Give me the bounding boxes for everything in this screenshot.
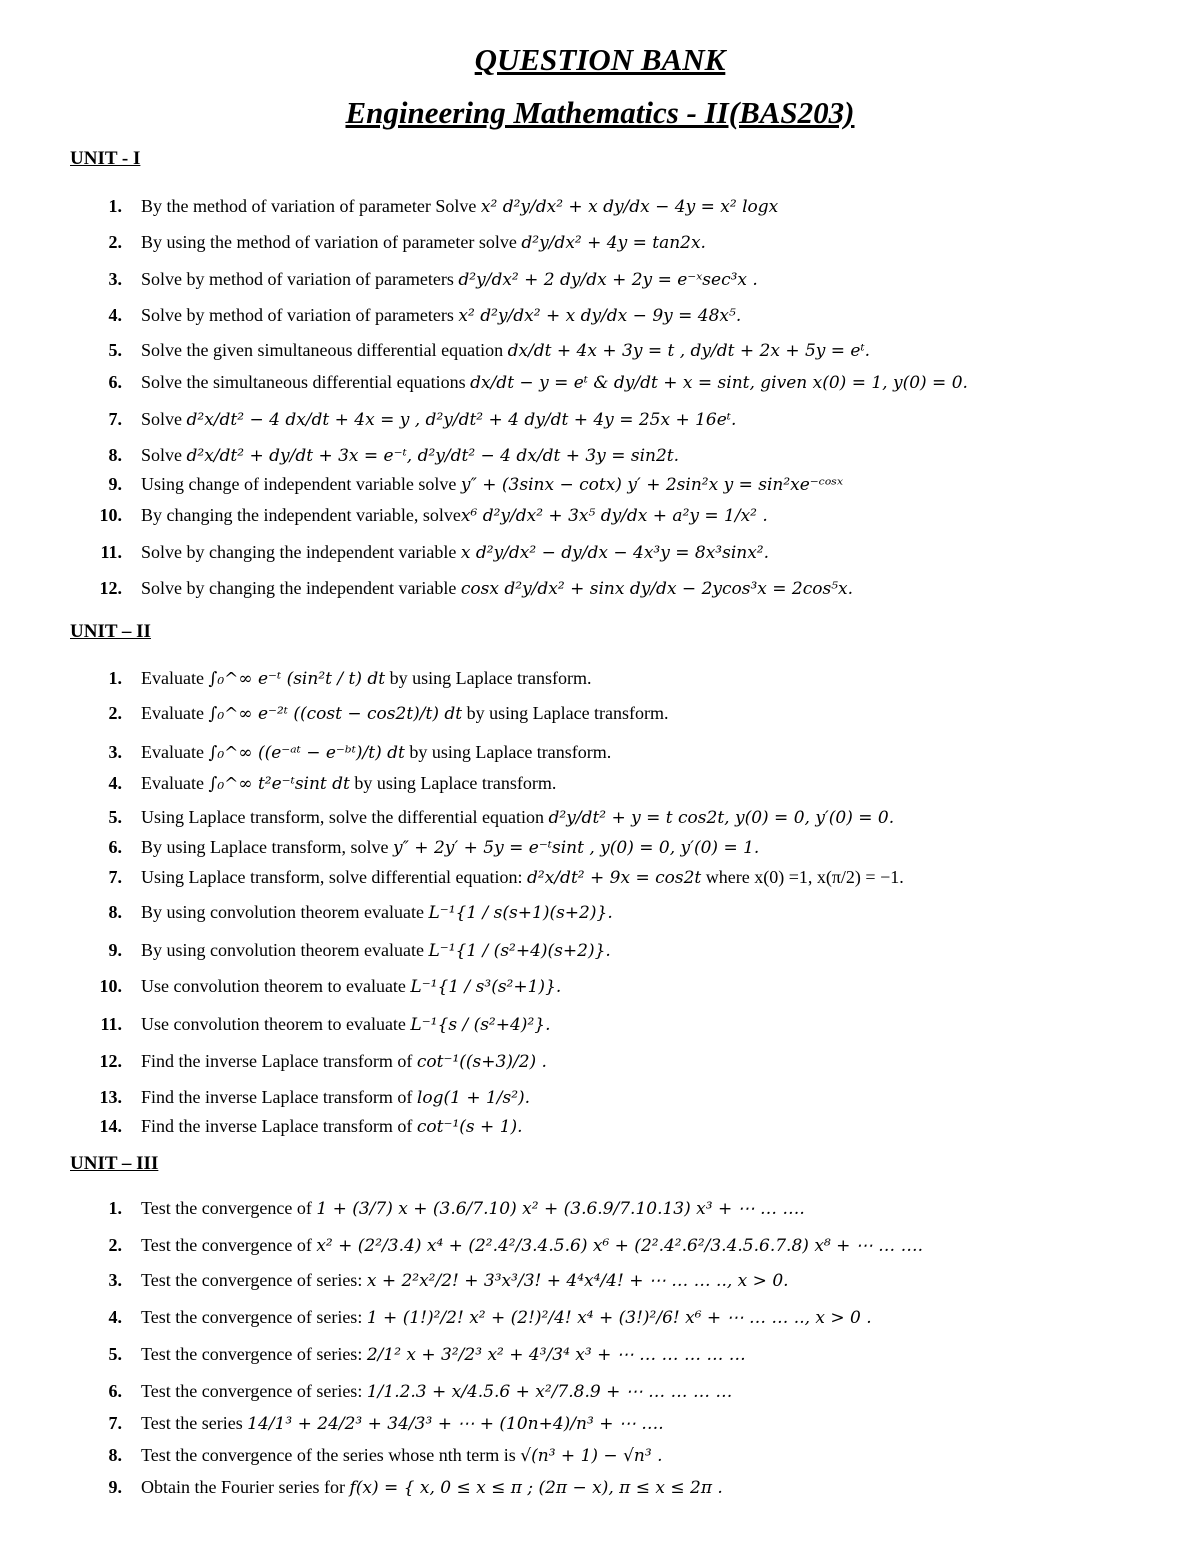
question-text: By using Laplace transform, solve (141, 837, 393, 857)
unit-2-question (0, 968, 1200, 1002)
unit-3-question (0, 1262, 1200, 1296)
question-math: L⁻¹{1 / (s²+4)(s+2)}. (428, 941, 611, 961)
unit-3-question (0, 1227, 1200, 1261)
unit-1-question (0, 497, 1200, 531)
question-math: d²y/dx² + 4y = tan2x. (521, 233, 706, 253)
unit-2-question (0, 932, 1200, 966)
question-math: x² d²y/dx² + x dy/dx − 4y = x² logx (480, 197, 779, 217)
question-math: ∫₀^∞ ((e⁻ᵃᵗ − e⁻ᵇᵗ)/t) dt (208, 743, 405, 763)
question-number: 4. (108, 1307, 122, 1327)
unit-1-question (0, 261, 1200, 295)
question-number: 8. (108, 1445, 122, 1465)
question-tail: by using Laplace transform. (385, 668, 592, 688)
question-math: y″ + (3sinx − cotx) y′ + 2sin²x y = sin²xe⁻ᶜᵒˢˣ (460, 475, 844, 495)
question-number: 2. (108, 1235, 122, 1255)
question-math: x² + (2²/3.4) x⁴ + (2².4²/3.4.5.6) x⁶ + (2².4².6²/3.4.5.6.7.8) x⁸ + ⋯ … …. (316, 1236, 923, 1256)
question-tail: by using Laplace transform. (462, 703, 669, 723)
unit-3-question (0, 1336, 1200, 1370)
question-text: By changing the independent variable, solve (141, 505, 461, 525)
question-math: d²y/dx² + 2 dy/dx + 2y = e⁻ˣsec³x . (458, 270, 758, 290)
unit-1-question (0, 332, 1200, 366)
unit-1-question (0, 401, 1200, 435)
question-number: 1. (108, 668, 122, 688)
unit-1-question (0, 570, 1200, 604)
question-text: By using convolution theorem evaluate (141, 902, 429, 922)
question-text: By the method of variation of parameter Solve (141, 196, 481, 216)
unit-2-question (0, 799, 1200, 833)
question-math: x² d²y/dx² + x dy/dx − 9y = 48x⁵. (458, 306, 742, 326)
question-text: Solve by changing the independent variable (141, 578, 461, 598)
question-text: Find the inverse Laplace transform of (141, 1116, 417, 1136)
question-number: 1. (108, 1198, 122, 1218)
unit-2-question (0, 1108, 1200, 1142)
question-number: 7. (108, 1413, 122, 1433)
question-number: 9. (108, 1477, 122, 1497)
question-text: Test the convergence of (141, 1235, 317, 1255)
unit-2-question (0, 765, 1200, 799)
question-text: Test the convergence of series: (141, 1344, 367, 1364)
question-text: Find the inverse Laplace transform of (141, 1087, 417, 1107)
question-text: Solve by changing the independent variable (141, 542, 461, 562)
unit-1-question (0, 534, 1200, 568)
question-text: Using Laplace transform, solve differential equation: (141, 867, 528, 887)
question-tail: by using Laplace transform. (349, 773, 557, 793)
question-math: ∫₀^∞ e⁻ᵗ (sin²t / t) dt (208, 669, 386, 689)
question-text: Find the inverse Laplace transform of (141, 1051, 417, 1071)
question-math: 2/1² x + 3²/2³ x² + 4³/3⁴ x³ + ⋯ … … … … … (366, 1345, 746, 1365)
question-math: log(1 + 1/s²). (416, 1088, 531, 1108)
question-number: 3. (108, 1270, 122, 1290)
question-text: By using convolution theorem evaluate (141, 940, 429, 960)
question-math: d²x/dt² + 9x = cos2t (527, 868, 702, 888)
question-math: dx/dt + 4x + 3y = t , dy/dt + 2x + 5y = eᵗ. (507, 341, 871, 361)
question-number: 10. (99, 976, 122, 996)
question-math: x d²y/dx² − dy/dx − 4x³y = 8x³sinx². (460, 543, 770, 563)
question-text: Use convolution theorem to evaluate (141, 976, 411, 996)
unit-2-question (0, 734, 1200, 768)
question-math: 1 + (3/7) x + (3.6/7.10) x² + (3.6.9/7.10.13) x³ + ⋯ … …. (316, 1199, 805, 1219)
question-number: 3. (108, 742, 122, 762)
unit-1-question (0, 364, 1200, 398)
question-number: 2. (108, 232, 122, 252)
question-math: f(x) = { x, 0 ≤ x ≤ π ; (2π − x), π ≤ x ≤ 2π . (349, 1478, 723, 1498)
unit-3-question (0, 1373, 1200, 1407)
question-math: cot⁻¹(s + 1). (416, 1117, 523, 1137)
question-math: 1/1.2.3 + x/4.5.6 + x²/7.8.9 + ⋯ … … … … (366, 1382, 733, 1402)
question-number: 4. (108, 305, 122, 325)
question-number: 8. (108, 445, 122, 465)
question-math: ∫₀^∞ e⁻²ᵗ ((cost − cos2t)/t) dt (208, 704, 463, 724)
question-text: Test the convergence of (141, 1198, 317, 1218)
question-text: Evaluate (141, 742, 209, 762)
question-math: x⁶ d²y/dx² + 3x⁵ dy/dx + a²y = 1/x² . (460, 506, 768, 526)
question-text: Using change of independent variable solve (141, 474, 461, 494)
question-number: 6. (108, 837, 122, 857)
unit-2-question (0, 1043, 1200, 1077)
question-text: Solve (141, 445, 187, 465)
unit-3-question (0, 1405, 1200, 1439)
question-number: 11. (100, 1014, 122, 1034)
unit-2-question (0, 1006, 1200, 1040)
question-text: Test the series (141, 1413, 248, 1433)
unit-2-question (0, 695, 1200, 729)
question-number: 5. (108, 807, 122, 827)
question-math: cosx d²y/dx² + sinx dy/dx − 2ycos³x = 2cos⁵x. (460, 579, 854, 599)
unit-3-question (0, 1299, 1200, 1333)
question-tail: where x(0) =1, x(π/2) = −1. (701, 867, 904, 887)
question-math: 14/1³ + 24/2³ + 34/3³ + ⋯ + (10n+4)/n³ + ⋯ …. (247, 1414, 664, 1434)
unit-2-question (0, 859, 1200, 893)
question-math: dx/dt − y = eᵗ & dy/dt + x = sint, given x(0) = 1, y(0) = 0. (470, 373, 968, 393)
question-number: 13. (99, 1087, 122, 1107)
question-text: By using the method of variation of parameter solve (141, 232, 522, 252)
unit-2-question (0, 660, 1200, 694)
question-math: d²y/dt² + y = t cos2t, y(0) = 0, y′(0) = 0. (548, 808, 895, 828)
question-number: 2. (108, 703, 122, 723)
question-number: 8. (108, 902, 122, 922)
question-math: x + 2²x²/2! + 3³x³/3! + 4⁴x⁴/4! + ⋯ … … .., x > 0. (366, 1271, 789, 1291)
question-math: d²x/dt² − 4 dx/dt + 4x = y , d²y/dt² + 4 dy/dt + 4y = 25x + 16eᵗ. (186, 410, 737, 430)
unit-1-question (0, 188, 1200, 222)
question-math: y″ + 2y′ + 5y = e⁻ᵗsint , y(0) = 0, y′(0) = 1. (392, 838, 760, 858)
question-text: Solve the simultaneous differential equations (141, 372, 471, 392)
unit-3-question (0, 1469, 1200, 1503)
question-math: L⁻¹{1 / s(s+1)(s+2)}. (428, 903, 613, 923)
question-number: 11. (100, 542, 122, 562)
question-text: Test the convergence of series: (141, 1270, 367, 1290)
question-text: Solve by method of variation of parameters (141, 269, 459, 289)
question-text: Test the convergence of series: (141, 1307, 367, 1327)
question-number: 12. (99, 578, 122, 598)
question-text: Solve (141, 409, 187, 429)
question-text: Obtain the Fourier series for (141, 1477, 350, 1497)
question-text: Use convolution theorem to evaluate (141, 1014, 411, 1034)
question-text: Using Laplace transform, solve the differential equation (141, 807, 549, 827)
document-title: QUESTION BANK (474, 42, 726, 77)
question-number: 14. (99, 1116, 122, 1136)
unit-1-heading: UNIT - I (70, 148, 141, 169)
question-number: 9. (108, 474, 122, 494)
question-number: 7. (108, 409, 122, 429)
question-tail: by using Laplace transform. (404, 742, 612, 762)
unit-3-question (0, 1437, 1200, 1471)
question-text: Solve the given simultaneous differential equation (141, 340, 508, 360)
course-title: Engineering Mathematics - II(BAS203) (345, 95, 855, 130)
question-text: Solve by method of variation of parameters (141, 305, 459, 325)
question-number: 5. (108, 340, 122, 360)
question-math: L⁻¹{s / (s²+4)²}. (410, 1015, 551, 1035)
question-math: L⁻¹{1 / s³(s²+1)}. (410, 977, 562, 997)
unit-2-heading: UNIT – II (70, 621, 151, 642)
question-text: Test the convergence of the series whose nth term is (141, 1445, 521, 1465)
question-number: 5. (108, 1344, 122, 1364)
question-number: 6. (108, 372, 122, 392)
question-number: 6. (108, 1381, 122, 1401)
question-number: 3. (108, 269, 122, 289)
question-number: 10. (99, 505, 122, 525)
question-math: √(n³ + 1) − √n³ . (520, 1446, 663, 1466)
unit-2-question (0, 894, 1200, 928)
question-number: 1. (108, 196, 122, 216)
question-text: Evaluate (141, 703, 209, 723)
unit-2-question (0, 829, 1200, 863)
question-math: cot⁻¹((s+3)/2) . (416, 1052, 547, 1072)
question-math: ∫₀^∞ t²e⁻ᵗsint dt (208, 774, 350, 794)
question-text: Test the convergence of series: (141, 1381, 367, 1401)
question-text: Evaluate (141, 668, 209, 688)
question-text: Evaluate (141, 773, 209, 793)
unit-3-heading: UNIT – III (70, 1153, 159, 1174)
unit-3-question (0, 1190, 1200, 1224)
question-number: 4. (108, 773, 122, 793)
question-math: d²x/dt² + dy/dt + 3x = e⁻ᵗ, d²y/dt² − 4 dx/dt + 3y = sin2t. (186, 446, 680, 466)
unit-1-question (0, 297, 1200, 331)
question-math: 1 + (1!)²/2! x² + (2!)²/4! x⁴ + (3!)²/6! x⁶ + ⋯ … … .., x > 0 . (366, 1308, 872, 1328)
question-number: 7. (108, 867, 122, 887)
question-number: 12. (99, 1051, 122, 1071)
question-number: 9. (108, 940, 122, 960)
unit-1-question (0, 466, 1200, 500)
unit-1-question (0, 224, 1200, 258)
